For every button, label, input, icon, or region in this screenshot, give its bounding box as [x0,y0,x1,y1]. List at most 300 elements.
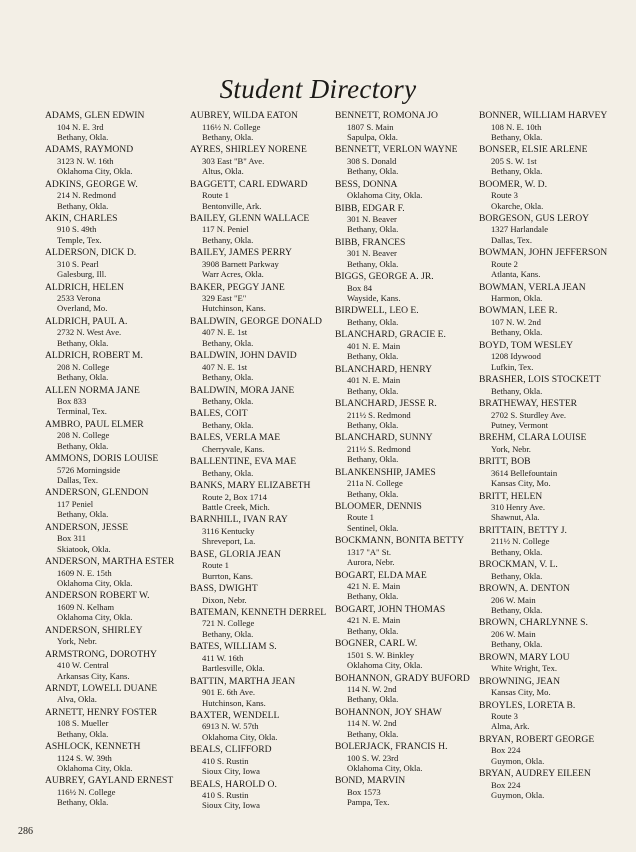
student-address-line: 208 N. College [57,361,110,372]
student-address-line: Bethany, Okla. [202,628,254,639]
student-address-line: Shreveport, La. [202,536,256,547]
directory-entry [190,641,330,673]
student-address-line: Warr Acres, Okla. [202,269,264,280]
student-address-line: 6913 N. W. 57th [202,721,259,732]
student-address-line: Lufkin, Tex. [491,361,534,372]
student-name: BAXTER, WENDELL [190,709,280,721]
directory-entry [335,305,475,327]
student-address-line: York, Nebr. [491,443,531,454]
directory-entry [45,316,185,348]
page-number: 286 [18,826,33,837]
student-address-line: 310 S. Pearl [57,258,99,269]
directory-entry [335,237,475,269]
student-address-line: Pampa, Tex. [347,797,390,808]
student-name: BLOOMER, DENNIS [335,500,422,512]
directory-column [479,110,619,802]
student-address-line: Bethany, Okla. [347,625,399,636]
student-name: BIRDWELL, LEO E. [335,305,419,317]
student-address-line: Bethany, Okla. [57,200,109,211]
student-name: BARNHILL, IVAN RAY [190,514,288,526]
student-address-line: Bethany, Okla. [347,591,399,602]
directory-entry [190,779,330,811]
directory-entry [45,625,185,647]
student-address-line: Route 2, Box 1714 [202,491,267,502]
directory-entry [45,556,185,588]
student-address-line: Bethany, Okla. [347,351,399,362]
student-name: BROCKMAN, V. L. [479,559,558,571]
student-name: BLANCHARD, GRACIE E. [335,329,446,341]
student-address-line: Bethany, Okla. [202,396,254,406]
student-address-line: 910 S. 49th [57,224,97,235]
student-name: ANDERSON, SHIRLEY [45,624,143,636]
student-name: BREHM, CLARA LOUISE [479,432,587,444]
student-address-line: 410 S. Rustin [202,755,249,766]
student-address-line: Wayside, Kans. [347,293,401,304]
student-name: BENNETT, ROMONA JO [335,110,438,121]
student-address-line: 410 W. Central [57,660,109,671]
directory-entry [479,213,619,245]
directory-entry [190,110,330,142]
student-address-line: Bethany, Okla. [491,639,543,650]
student-name: BOWMAN, VERLA JEAN [479,281,586,293]
directory-entry [335,364,475,396]
directory-entry [190,514,330,546]
directory-entry [190,432,330,454]
student-address-line: Bethany, Okla. [491,604,543,615]
directory-entry [335,203,475,235]
student-address-line: Bentonville, Ark. [202,200,262,211]
directory-entry [479,179,619,211]
student-address-line: 401 N. E. Main [347,340,401,351]
student-name: ANDERSON, JESSE [45,521,129,533]
student-address-line: Arkansas City, Kans. [57,670,130,681]
directory-entry [335,329,475,361]
student-address-line: Bethany, Okla. [202,234,254,245]
student-address-line: Bethany, Okla. [347,694,399,705]
student-address-line: 117 Peniel [57,498,94,509]
student-address-line: Guymon, Okla. [491,755,545,766]
student-address-line: Bethany, Okla. [57,337,109,348]
directory-entry [479,734,619,766]
student-address-line: Oklahoma City, Okla. [57,763,133,774]
directory-entry [190,144,330,176]
student-address-line: 1807 S. Main [347,121,394,132]
student-address-line: 2732 N. West Ave. [57,327,122,338]
student-name: BLANCHARD, JESSE R. [335,398,437,409]
directory-entry [479,559,619,581]
student-address-line: Skiatook, Okla. [57,543,111,554]
student-address-line: Bethany, Okla. [491,570,543,581]
directory-entry [335,741,475,773]
directory-entry [335,432,475,464]
student-name: BOWMAN, JOHN JEFFERSON [479,247,608,259]
student-address-line: 117 N. Peniel [202,224,249,235]
student-name: BROWN, A. DENTON [479,583,570,595]
directory-entry [335,271,475,303]
student-address-line: Burrton, Kans. [202,570,253,581]
directory-entry [190,710,330,742]
student-address-line: Bethany, Okla. [347,166,399,177]
student-address-line: Route 3 [491,190,518,201]
student-address-line: 1124 S. W. 39th [57,752,112,763]
student-name: ALDRICH, PAUL A. [45,315,128,327]
student-address-line: Route 1 [202,560,229,571]
student-name: BOWMAN, LEE R. [479,305,558,317]
directory-column [45,110,185,810]
directory-entry [335,179,475,201]
student-name: BATEMAN, KENNETH DERREL [190,606,327,618]
student-name: BORGESON, GUS LEROY [479,212,590,224]
student-name: ADAMS, RAYMOND [45,144,134,156]
student-name: AUBREY, WILDA EATON [190,110,298,121]
student-name: ADKINS, GEORGE W. [45,178,138,190]
directory-entry [190,408,330,430]
directory-entry [190,385,330,407]
student-address-line: Oklahoma City, Okla. [57,166,133,177]
student-address-line: 401 N. E. Main [347,375,401,386]
directory-entry [335,604,475,636]
student-address-line: Okarche, Okla. [491,200,544,211]
directory-entry [335,144,475,176]
student-address-line: Atlanta, Kans. [491,269,541,280]
student-address-line: Cherryvale, Kans. [202,443,265,454]
directory-entry [190,316,330,348]
student-address-line: Route 3 [491,711,518,721]
student-address-line: 211½ S. Redmond [347,409,411,420]
student-name: AMMONS, DORIS LOUISE [45,453,159,465]
directory-entry [479,144,619,176]
directory-entry [335,673,475,705]
student-address-line: Bethany, Okla. [491,546,543,557]
student-address-line: Putney, Vermont [491,419,549,430]
student-address-line: Bethany, Okla. [347,224,399,235]
student-name: BRYAN, AUDREY EILEEN [479,768,591,780]
student-address-line: 410 S. Rustin [202,790,249,801]
directory-entry [190,607,330,639]
student-name: ANDERSON ROBERT W. [45,590,150,602]
student-name: BENNETT, VERLON WAYNE [335,144,458,156]
student-name: BAILEY, GLENN WALLACE [190,212,310,224]
student-address-line: 407 N. E. 1st [202,361,248,372]
student-name: BRASHER, LOIS STOCKETT [479,374,601,386]
student-address-line: Bethany, Okla. [347,385,399,396]
student-address-line: Route 1 [347,512,374,523]
student-address-line: 211½ N. College [491,536,550,547]
directory-entry [190,583,330,605]
student-name: BONSER, ELSIE ARLENE [479,144,588,156]
student-name: BROWN, MARY LOU [479,651,570,663]
directory-entry [335,535,475,567]
directory-entry [335,110,475,142]
student-address-line: Bethany, Okla. [347,488,399,499]
student-address-line: Bethany, Okla. [202,467,254,478]
student-name: BALES, VERLA MAE [190,432,281,444]
student-name: BOND, MARVIN [335,775,406,787]
student-name: BOHANNON, GRADY BUFORD [335,672,470,684]
student-address-line: 114 N. W. 2nd [347,718,397,729]
student-address-line: 211½ S. Redmond [347,443,411,454]
directory-entry [45,683,185,705]
student-name: BRATHEWAY, HESTER [479,398,578,409]
student-name: BOGART, ELDA MAE [335,569,427,581]
directory-entry [479,374,619,396]
student-name: BASE, GLORIA JEAN [190,548,281,560]
student-address-line: Guymon, Okla. [491,790,545,801]
directory-entry [335,775,475,807]
student-address-line: 206 W. Main [491,594,536,605]
directory-entry [335,707,475,739]
directory-entry [479,525,619,557]
directory-entry [45,350,185,382]
directory-entry [190,549,330,581]
directory-entry [45,775,185,807]
directory-entry [479,652,619,674]
directory-entry [335,501,475,533]
student-address-line: Hutchinson, Kans. [202,303,266,314]
student-name: BROWNING, JEAN [479,675,561,687]
student-address-line: 421 N. E. Main [347,581,401,592]
directory-entry [45,487,185,519]
student-name: ADAMS, GLEN EDWIN [45,110,145,121]
directory-entry [335,570,475,602]
student-address-line: Alma, Ark. [491,721,530,732]
student-name: AMBRO, PAUL ELMER [45,418,144,430]
student-name: BANKS, MARY ELIZABETH [190,480,311,492]
directory-entry [479,110,619,142]
student-address-line: Bethany, Okla. [202,131,254,142]
student-name: BIBB, FRANCES [335,236,406,248]
student-address-line: Box 833 [57,396,87,406]
student-name: BASS, DWIGHT [190,583,258,595]
directory-entry [190,213,330,245]
student-name: BOLERJACK, FRANCIS H. [335,741,448,753]
student-address-line: Temple, Tex. [57,234,102,245]
directory-entry [479,282,619,304]
student-name: BOYD, TOM WESLEY [479,339,574,351]
directory-entry [479,398,619,430]
student-address-line: 1501 S. W. Binkley [347,649,415,660]
student-address-line: Sapulpa, Okla. [347,131,398,142]
directory-entry [45,649,185,681]
student-address-line: Altus, Okla. [202,166,244,177]
student-name: BRITTAIN, BETTY J. [479,524,567,536]
student-address-line: Bartlesville, Okla. [202,663,265,674]
student-address-line: Bethany, Okla. [57,728,109,739]
directory-entry [45,419,185,451]
student-name: BAILEY, JAMES PERRY [190,247,292,259]
student-address-line: 100 S. W. 23rd [347,752,399,763]
student-name: BOHANNON, JOY SHAW [335,706,442,718]
student-address-line: Box 311 [57,533,87,544]
directory-entry [479,768,619,800]
directory-entry [45,282,185,314]
student-name: BAGGETT, CARL EDWARD [190,178,308,190]
student-address-line: 901 E. 6th Ave. [202,687,256,698]
directory-entry [479,432,619,454]
student-address-line: Dixon, Nebr. [202,594,247,605]
student-name: ANDERSON, GLENDON [45,487,149,499]
student-address-line: 3614 Bellefountain [491,467,558,478]
student-address-line: 303 East "B" Ave. [202,155,265,166]
directory-entry [45,741,185,773]
student-address-line: Sentinel, Okla. [347,522,399,533]
directory-entry [190,247,330,279]
student-address-line: 308 S. Donald [347,155,397,166]
student-address-line: 108 S. Mueller [57,718,109,729]
directory-entry [190,456,330,478]
directory-entry [479,583,619,615]
student-address-line: Galesburg, Ill. [57,269,107,280]
student-address-line: Bethany, Okla. [202,372,254,383]
student-address-line: 205 S. W. 1st [491,155,537,166]
directory-entry [45,247,185,279]
directory-entry [335,467,475,499]
directory-entry [479,700,619,732]
student-name: BIGGS, GEORGE A. JR. [335,271,434,283]
student-address-line: 3116 Kentucky [202,525,255,536]
directory-column [335,110,475,810]
student-address-line: 2533 Verona [57,293,101,304]
student-address-line: White Wright, Tex. [491,663,558,674]
student-address-line: Bethany, Okla. [57,372,109,383]
directory-entry [190,480,330,512]
student-name: ANDERSON, MARTHA ESTER [45,556,175,568]
student-name: BONNER, WILLIAM HARVEY [479,110,608,121]
student-address-line: 5726 Morningside [57,464,121,475]
directory-entry [45,522,185,554]
student-address-line: Alva, Okla. [57,694,97,705]
student-name: BOGART, JOHN THOMAS [335,603,446,615]
directory-entry [45,707,185,739]
student-address-line: Bethany, Okla. [347,258,399,269]
student-name: BRITT, HELEN [479,490,543,502]
student-address-line: Box 84 [347,282,373,293]
student-address-line: Overland, Mo. [57,303,108,314]
student-name: BALDWIN, JOHN DAVID [190,350,297,362]
student-address-line: Oklahoma City, Okla. [202,731,278,742]
student-name: BROWN, CHARLYNNE S. [479,617,588,629]
student-name: BOCKMANN, BONITA BETTY [335,535,465,547]
student-address-line: Harmon, Okla. [491,293,543,304]
student-name: ALDRICH, ROBERT M. [45,350,143,362]
student-name: BATTIN, MARTHA JEAN [190,675,296,687]
directory-entry [45,590,185,622]
student-address-line: Bethany, Okla. [57,509,109,520]
student-address-line: Bethany, Okla. [347,728,399,739]
student-name: ASHLOCK, KENNETH [45,741,141,753]
student-address-line: Dallas, Tex. [491,234,533,245]
student-name: BOOMER, W. D. [479,178,547,190]
student-address-line: Bethany, Okla. [347,419,399,430]
student-address-line: 211a N. College [347,478,403,489]
student-address-line: Sioux City, Iowa [202,766,260,777]
student-address-line: 116½ N. College [57,786,116,797]
student-address-line: Battle Creek, Mich. [202,502,270,513]
student-address-line: Oklahoma City, Okla. [57,612,133,623]
student-address-line: Bethany, Okla. [57,440,109,451]
directory-entry [479,247,619,279]
student-address-line: Oklahoma City, Okla. [57,577,133,588]
student-name: BALDWIN, GEORGE DONALD [190,315,322,327]
student-address-line: 411 W. 16th [202,652,244,663]
student-address-line: Aurora, Nebr. [347,557,395,568]
directory-entry [45,385,185,417]
student-address-line: 208 N. College [57,430,110,441]
student-name: BESS, DONNA [335,178,398,190]
directory-entry [190,282,330,314]
student-address-line: Kansas City, Mo. [491,687,551,698]
student-name: BAKER, PEGGY JANE [190,281,285,293]
student-address-line: Bethany, Okla. [491,166,543,177]
student-address-line: Bethany, Okla. [202,337,254,348]
student-address-line: 214 N. Redmond [57,190,116,201]
directory-entry [479,456,619,488]
student-name: BATES, WILLIAM S. [190,641,277,653]
student-address-line: Box 224 [491,779,521,790]
student-address-line: 301 N. Beaver [347,214,397,225]
student-name: BRITT, BOB [479,456,531,468]
student-name: ALDRICH, HELEN [45,281,124,293]
directory-entry [335,398,475,430]
student-address-line: 721 N. College [202,618,255,629]
student-name: BEALS, CLIFFORD [190,744,272,756]
student-address-line: 1208 Idywood [491,351,541,362]
student-address-line: 2702 S. Sturdley Ave. [491,409,567,420]
directory-entry [190,179,330,211]
student-name: AUBREY, GAYLAND ERNEST [45,775,174,787]
directory-entry [45,144,185,176]
student-address-line: Bethany, Okla. [347,454,399,465]
student-name: ARNDT, LOWELL DUANE [45,682,158,694]
student-name: BLANCHARD, SUNNY [335,432,433,444]
directory-entry [479,305,619,337]
student-name: ALLEN NORMA JANE [45,384,140,396]
student-address-line: Kansas City, Mo. [491,478,551,489]
directory-entry [479,617,619,649]
student-name: BIBB, EDGAR F. [335,202,405,214]
student-address-line: 407 N. E. 1st [202,327,248,338]
student-address-line: 107 N. W. 2nd [491,316,541,327]
student-address-line: 310 Henry Ave. [491,502,546,513]
directory-entry [190,744,330,776]
student-address-line: Bethany, Okla. [57,131,109,142]
directory-entry [45,213,185,245]
directory-entry [479,340,619,372]
student-name: BLANCHARD, HENRY [335,363,433,375]
student-address-line: 1609 N. E. 15th [57,567,112,578]
directory-entry [190,350,330,382]
student-address-line: Dallas, Tex. [57,475,99,486]
directory-entry [190,676,330,708]
student-address-line: 1609 N. Kelham [57,601,115,612]
directory-entry [479,676,619,698]
student-address-line: Bethany, Okla. [202,419,254,430]
student-address-line: 114 N. W. 2nd [347,684,397,694]
student-address-line: Oklahoma City, Okla. [347,763,423,774]
student-address-line: Box 224 [491,745,521,756]
student-name: BLANKENSHIP, JAMES [335,466,436,478]
page-title: Student Directory [219,74,417,104]
student-address-line: 3908 Barnett Parkway [202,258,279,269]
student-name: AYRES, SHIRLEY NORENE [190,144,307,156]
student-name: ARMSTRONG, DOROTHY [45,648,157,660]
student-name: BALES, COIT [190,408,248,420]
student-address-line: 3123 N. W. 16th [57,155,114,166]
student-name: BALLENTINE, EVA MAE [190,456,297,468]
student-name: BEALS, HAROLD O. [190,778,277,790]
directory-entry [45,453,185,485]
student-address-line: Bethany, Okla. [491,327,543,338]
